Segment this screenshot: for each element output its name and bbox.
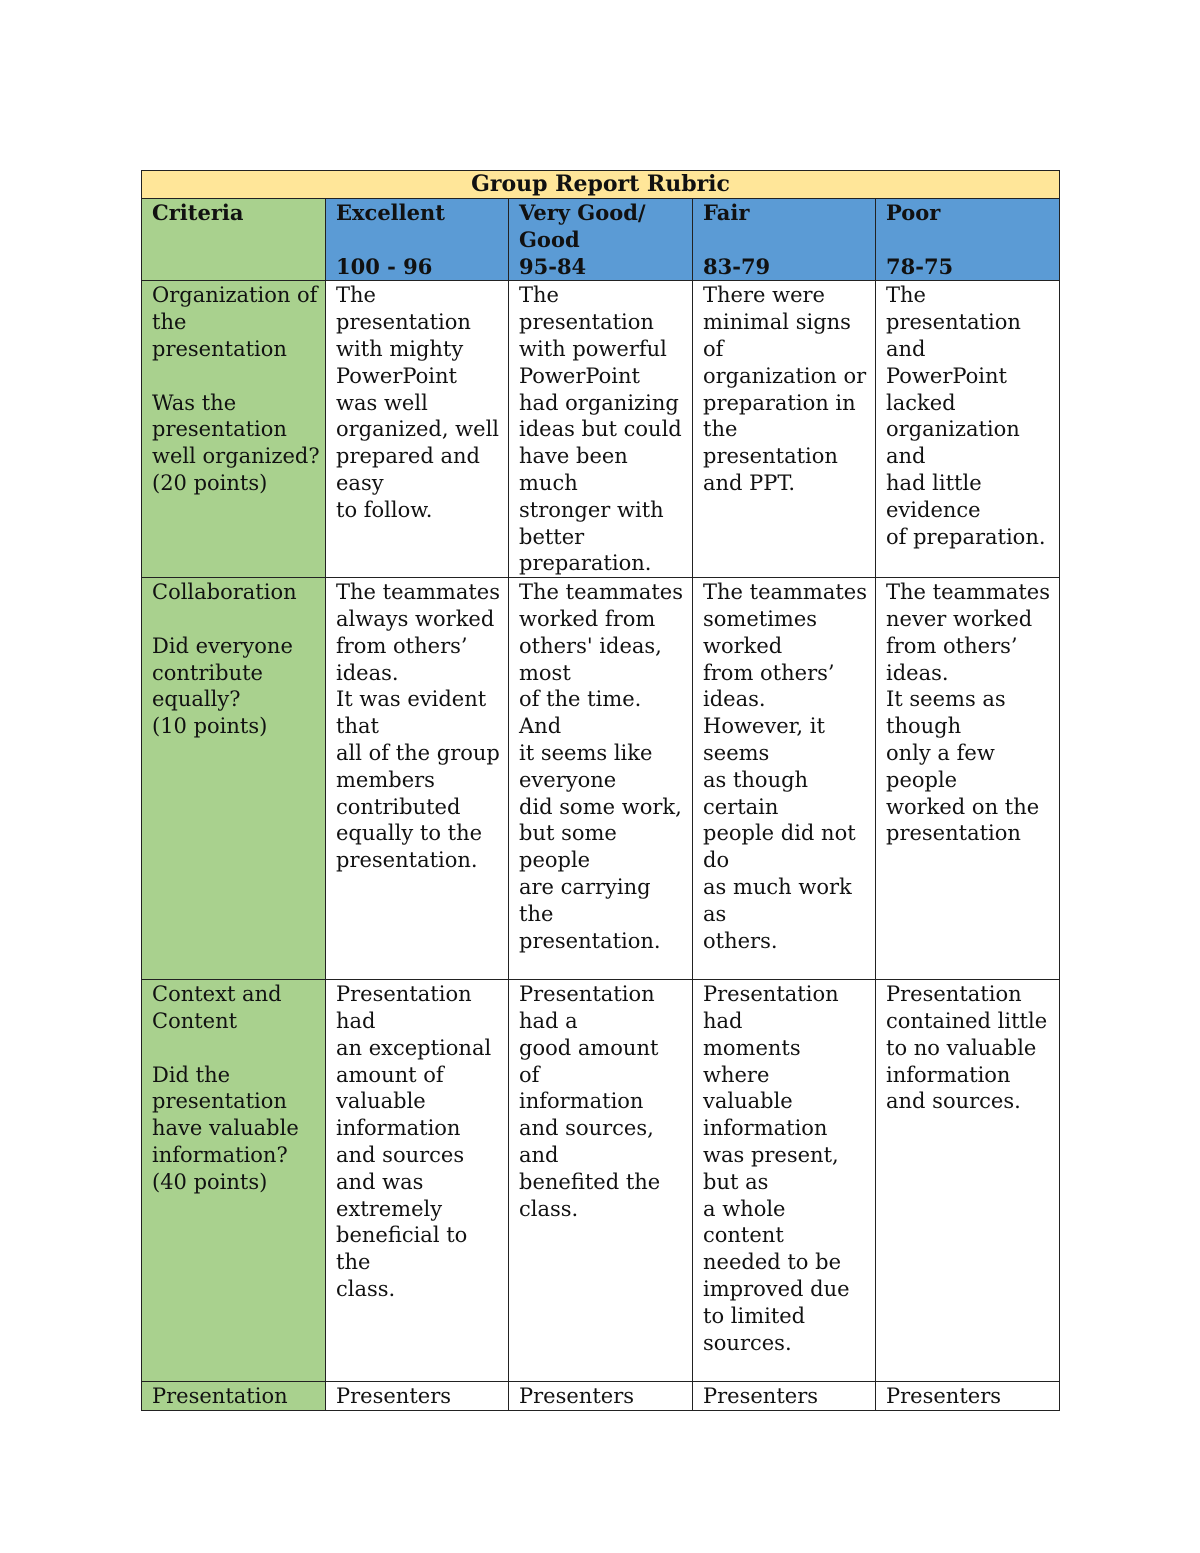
cell-line: Did everyone [152,633,293,658]
rubric-cell [509,578,693,980]
cell-line: and PPT. [703,470,796,495]
cell-line: beneficial to [336,1223,468,1248]
cell-line: from others’ [336,633,468,658]
cell-line: 83-79 [703,253,771,279]
cell-line: had a [519,1008,578,1033]
cell-line: most [519,660,571,685]
cell-line: Did the [152,1062,231,1087]
cell-line: valuable [703,1089,793,1114]
cell-line: with powerful [519,336,667,361]
cell-line: And [519,714,562,739]
cell-line: of [519,1062,540,1087]
cell-line: The teammates [519,580,684,605]
cell-line: The teammates [703,580,868,605]
cell-line: class. [336,1276,396,1301]
cell-line: sources. [703,1330,792,1355]
cell-line: Presenters [886,1384,1002,1409]
cell-line: well organized? [152,444,320,469]
cell-line: benefited the [519,1169,661,1194]
rubric-cell [876,1382,1060,1411]
rubric-cell [326,281,509,578]
cell-line: However, it [703,714,825,739]
cell-line: information [703,1116,828,1141]
rubric-cell [509,281,693,578]
cell-line: and [519,1142,559,1167]
cell-line: extremely [336,1196,443,1221]
cell-line: seems [703,740,770,765]
cell-line: information [336,1116,461,1141]
cell-line: Presenters [703,1384,819,1409]
rubric-cell [509,980,693,1382]
cell-line: presentation [519,310,654,335]
line-gap [152,606,317,633]
cell-line: and sources, [519,1116,654,1141]
cell-line: equally? [152,687,241,712]
rubric-cell [693,281,876,578]
cell-line: always worked [336,606,495,631]
cell-line: others. [703,928,778,953]
cell-line: organized, well [336,417,500,442]
cell-line: Very Good/ [519,200,646,225]
rubric-row-organization [142,281,1060,578]
cell-line: the [703,417,738,442]
cell-line: did some work, [519,794,682,819]
cell-line: much [519,470,578,495]
cell-line: Poor [886,200,941,225]
cell-line: needed to be [703,1250,841,1275]
cell-line: prepared and [336,444,480,469]
cell-line: Presenters [519,1384,635,1409]
cell-line: ideas. [703,687,766,712]
cell-line: it seems like [519,740,653,765]
cell-line: 95-84 [519,253,587,279]
rubric-cell [326,1382,509,1411]
cell-line: though [886,714,962,739]
cell-line: and sources [336,1142,465,1167]
cell-line: only a few [886,740,995,765]
cell-line: a whole [703,1196,786,1221]
line-gap [886,227,1051,254]
cell-line: presentation [152,417,287,442]
cell-line: minimal signs [703,310,851,335]
cell-line: was well [336,390,428,415]
cell-line: Organization of [152,283,318,308]
rubric-row-presentation [142,1382,1060,1411]
criteria-cell [142,578,326,980]
cell-line: improved due [703,1276,850,1301]
cell-line: sometimes [703,606,818,631]
cell-line: (10 points) [152,714,268,739]
cell-line: class. [519,1196,579,1221]
cell-line: an exceptional [336,1035,492,1060]
cell-line: The teammates [336,580,501,605]
cell-line: from others’ [886,633,1018,658]
cell-line: presentation [886,821,1021,846]
cell-line: contributed [336,794,461,819]
cell-line: of [703,336,724,361]
cell-line: as much work [703,874,852,899]
cell-line: had little [886,470,982,495]
rubric-cell [876,578,1060,980]
cell-line: as [703,901,727,926]
cell-line: (40 points) [152,1169,268,1194]
cell-line: to follow. [336,497,433,522]
cell-line: Presentation [336,982,472,1007]
cell-line: information [886,1062,1011,1087]
cell-line: had [336,1008,376,1033]
rubric-cell [326,578,509,980]
cell-line: do [703,848,730,873]
criteria-cell [142,1382,326,1411]
cell-line: presentation. [336,848,478,873]
cell-line: that [336,714,379,739]
cell-line: are carrying [519,874,651,899]
cell-line: the [519,901,554,926]
line-gap [336,227,500,254]
cell-line: presentation [886,310,1021,335]
cell-line: moments [703,1035,801,1060]
cell-line: The [519,283,559,308]
line-gap [703,227,867,254]
cell-line: PowerPoint [336,363,457,388]
cell-line: presentation [152,1089,287,1114]
cell-line: as though [703,767,809,792]
cell-line: presentation. [519,928,661,953]
rubric-cell [509,1382,693,1411]
cell-line: easy [336,470,384,495]
cell-line: certain [703,794,779,819]
rubric-cell [876,281,1060,578]
cell-line: of preparation. [886,524,1046,549]
cell-line: evidence [886,497,981,522]
cell-line: the [152,310,187,335]
cell-line: It was evident [336,687,487,712]
cell-line: presentation [336,310,471,335]
cell-line: everyone [519,767,617,792]
cell-line: all of the group [336,740,500,765]
cell-line: but as [703,1169,769,1194]
cell-line: members [336,767,435,792]
cell-line: 78-75 [886,253,954,279]
cell-line: worked from [519,606,656,631]
cell-line: preparation in [703,390,856,415]
cell-line: had [703,1008,743,1033]
cell-line: preparation. [519,551,652,576]
cell-line: Presentation [703,982,839,1007]
cell-line: people [519,848,591,873]
cell-line: and sources. [886,1089,1021,1114]
cell-line: the [336,1250,371,1275]
cell-line: but some [519,821,617,846]
rubric-cell [693,578,876,980]
level-header-very-good [509,199,693,281]
cell-line: The [336,283,376,308]
cell-line: ideas. [886,660,949,685]
cell-line: contribute [152,660,263,685]
cell-line: was present, [703,1142,839,1167]
cell-line: Presentation [152,1384,288,1409]
cell-line: to limited [703,1303,806,1328]
cell-line: have been [519,444,628,469]
cell-line: worked on the [886,794,1040,819]
cell-line: lacked [886,390,956,415]
cell-line: presentation [152,336,287,361]
cell-line: where [703,1062,770,1087]
rubric-table [141,170,1060,1411]
cell-line: information [519,1089,644,1114]
cell-line: Presenters [336,1384,452,1409]
cell-line: Context and [152,982,282,1007]
cell-line: PowerPoint [519,363,640,388]
cell-line: Excellent [336,200,445,225]
cell-line: Presentation [886,982,1022,1007]
cell-line: with mighty [336,336,464,361]
cell-line: ideas but could [519,417,682,442]
rubric-row-context-content [142,980,1060,1382]
cell-line: ideas. [336,660,399,685]
criteria-header-label: Criteria [152,200,244,225]
cell-line: people did not [703,821,856,846]
cell-line: information? [152,1142,288,1167]
criteria-cell [142,281,326,578]
cell-line: others' ideas, [519,633,662,658]
rubric-title: Group Report Rubric [142,171,1060,199]
cell-line: It seems as [886,687,1006,712]
line-gap [152,363,317,390]
cell-line: 100 - 96 [336,253,433,279]
cell-line: and was [336,1169,424,1194]
cell-line: of the time. [519,687,642,712]
level-header-fair [693,199,876,281]
rubric-cell [326,980,509,1382]
cell-line: contained little [886,1008,1048,1033]
cell-line: There were [703,283,825,308]
cell-line: The teammates [886,580,1051,605]
cell-line: and [886,444,926,469]
cell-line: Good [519,226,580,252]
cell-line: The [886,283,926,308]
rubric-cell [876,980,1060,1382]
cell-line: worked [703,633,783,658]
cell-line: amount of [336,1062,444,1087]
cell-line: Presentation [519,982,655,1007]
cell-line: and [886,336,926,361]
cell-line: (20 points) [152,470,268,495]
cell-line: organization or [703,363,867,388]
cell-line: PowerPoint [886,363,1007,388]
rubric-row-collaboration [142,578,1060,980]
cell-line: content [703,1223,784,1248]
rubric-cell [693,1382,876,1411]
line-gap [152,1035,317,1062]
level-header-poor [876,199,1060,281]
criteria-header [142,199,326,281]
cell-line: organization [886,417,1020,442]
cell-line: good amount [519,1035,659,1060]
rubric-cell [693,980,876,1382]
cell-line: valuable [336,1089,426,1114]
cell-line: equally to the [336,821,483,846]
cell-line: Fair [703,200,750,225]
cell-line: stronger with [519,497,664,522]
cell-line: Content [152,1008,238,1033]
cell-line: had organizing [519,390,679,415]
cell-line: never worked [886,606,1033,631]
cell-line: have valuable [152,1116,299,1141]
cell-line: Collaboration [152,580,297,605]
level-header-excellent [326,199,509,281]
cell-line: to no valuable [886,1035,1037,1060]
cell-line: people [886,767,958,792]
cell-line: Was the [152,390,237,415]
cell-line: better [519,524,585,549]
cell-line: presentation [703,444,838,469]
criteria-cell [142,980,326,1382]
cell-line: from others’ [703,660,835,685]
